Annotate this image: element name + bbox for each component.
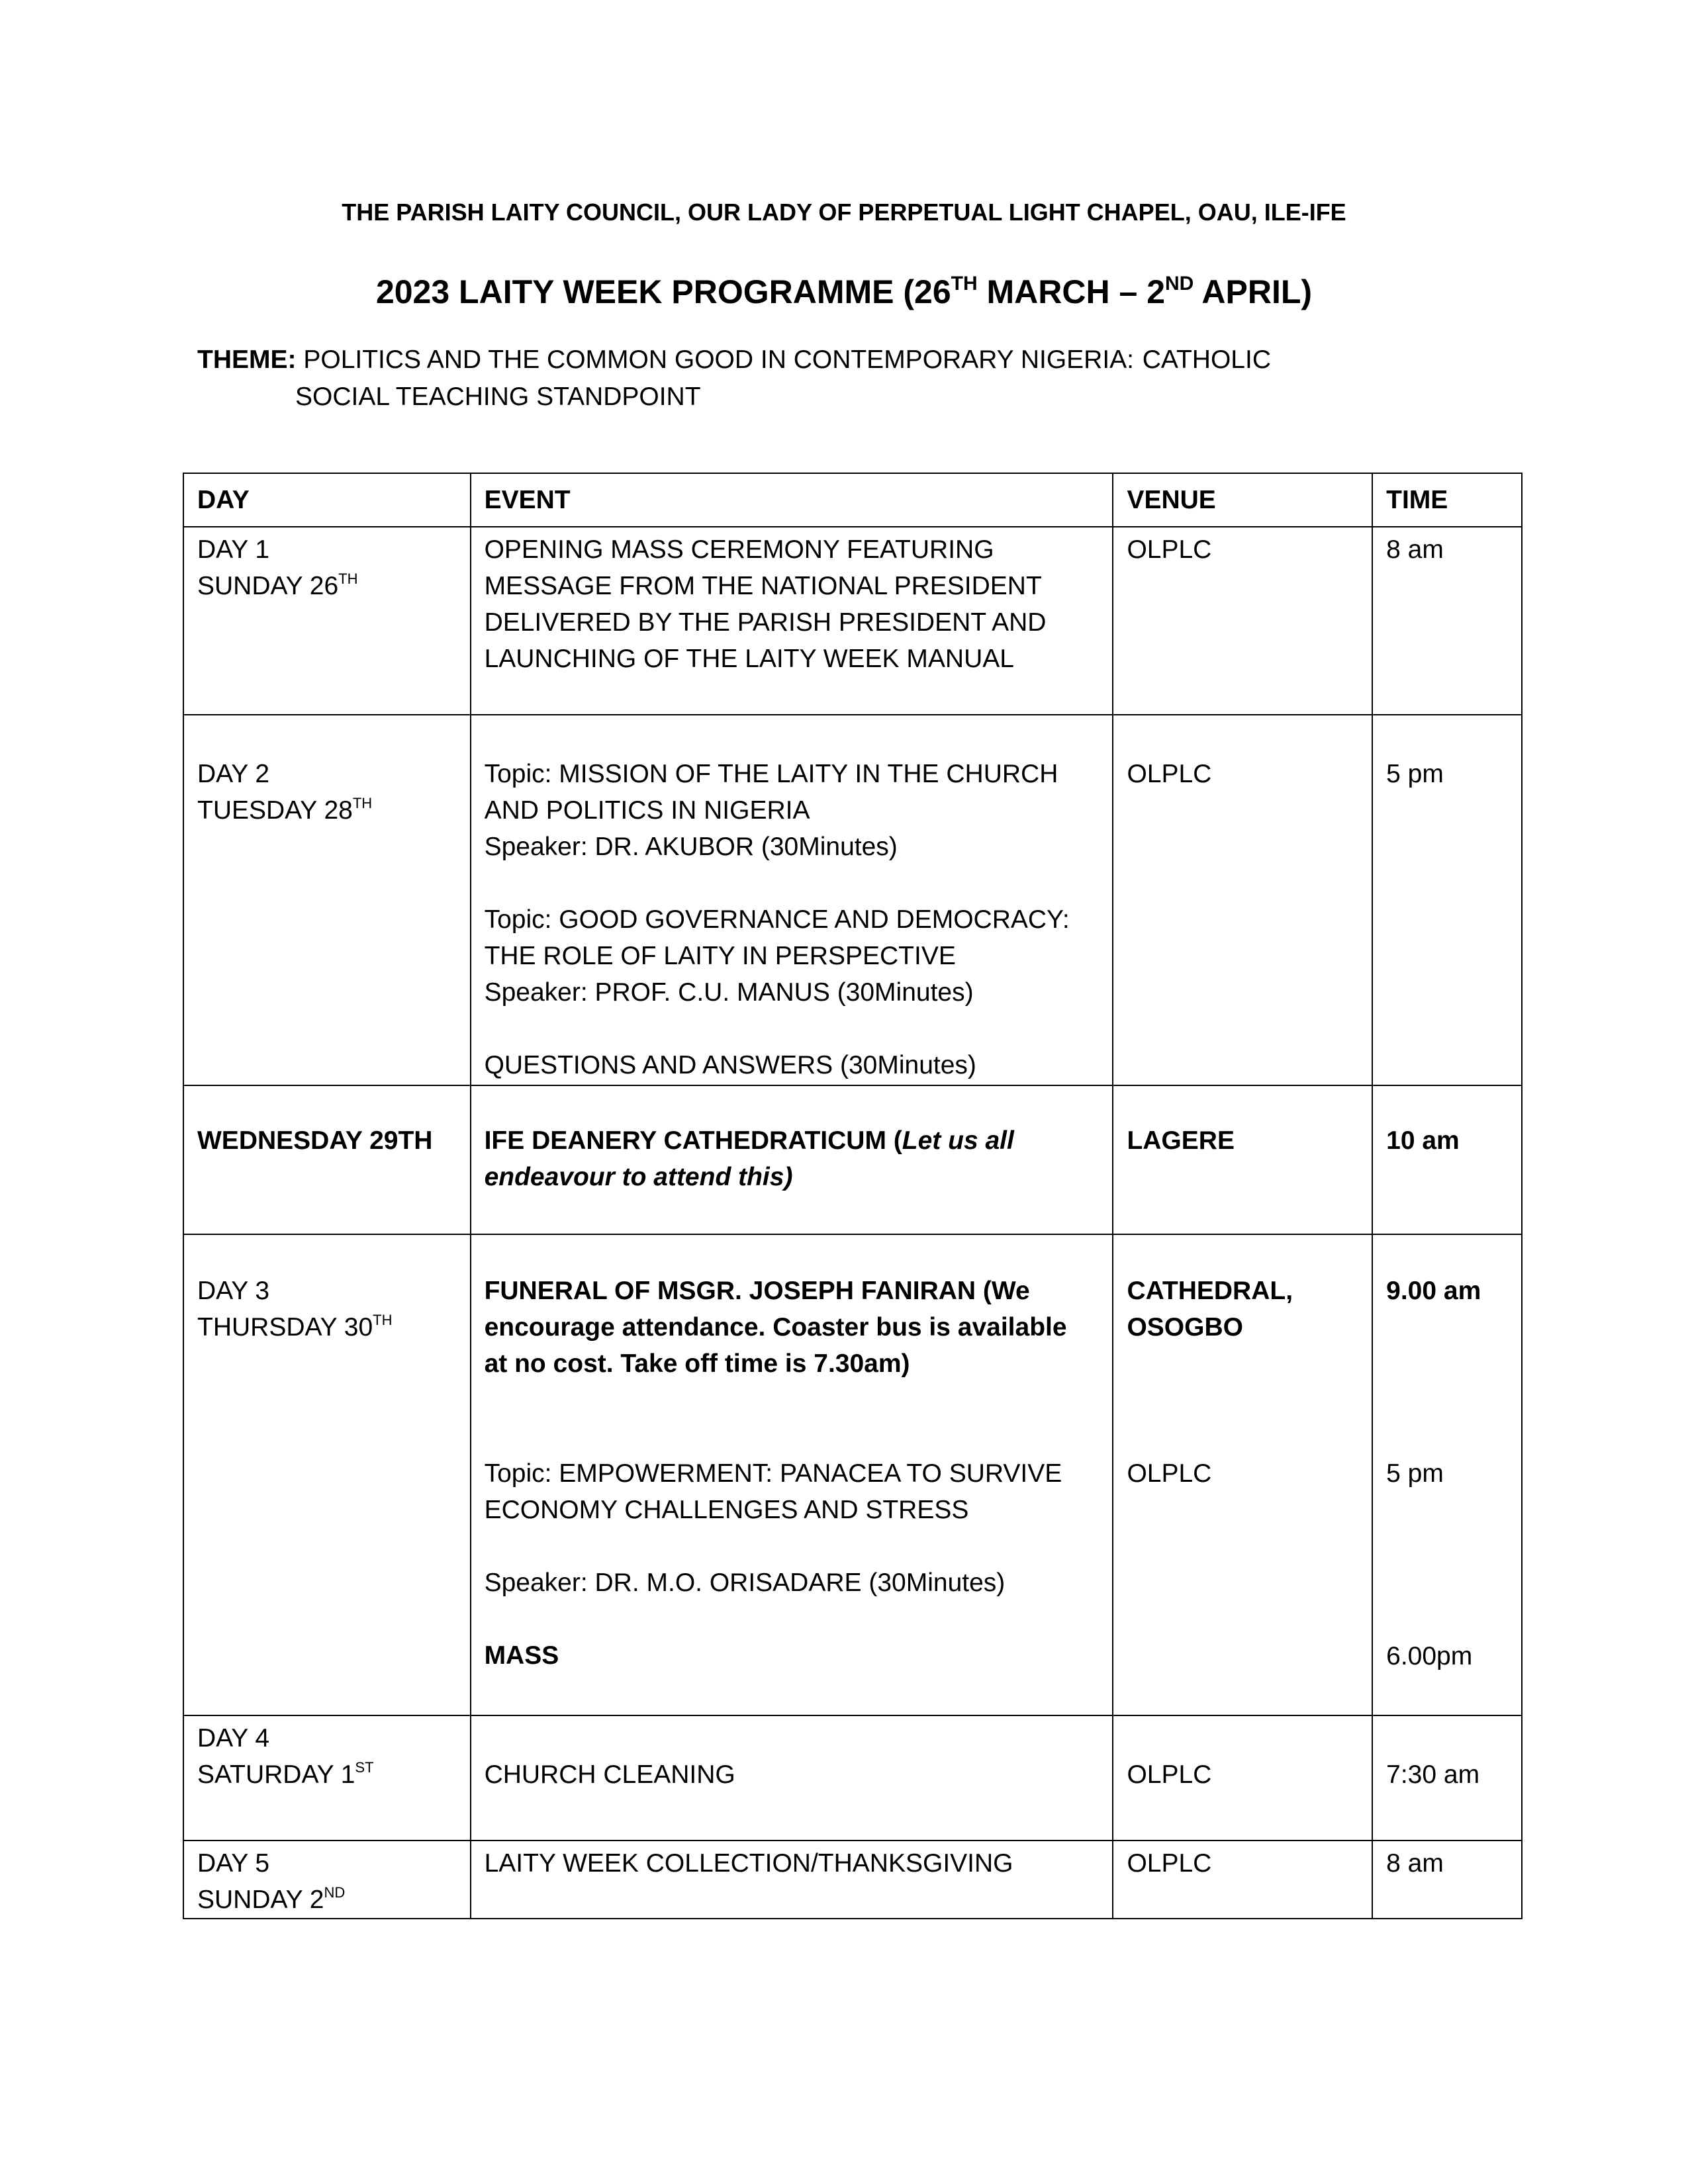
event-line: at no cost. Take off time is 7.30am) [484, 1349, 910, 1378]
event-line: FUNERAL OF MSGR. JOSEPH FANIRAN (We [484, 1277, 1030, 1305]
day-label: DAY 4 [197, 1724, 270, 1752]
table-row [183, 1841, 1522, 1919]
event-line: THE ROLE OF LAITY IN PERSPECTIVE [484, 942, 956, 970]
theme-line-2: SOCIAL TEACHING STANDPOINT [295, 383, 701, 411]
event-line: Speaker: PROF. C.U. MANUS (30Minutes) [484, 978, 974, 1007]
day-label: DAY 5 [197, 1849, 270, 1878]
theme-line-1-end: CATHOLIC [1142, 345, 1271, 374]
title-prefix: 2023 LAITY WEEK PROGRAMME (26 [375, 273, 951, 310]
table-row [183, 1085, 1522, 1234]
venue-line: CATHEDRAL, [1127, 1277, 1293, 1305]
event-cell [471, 1085, 1113, 1234]
time-cell [1372, 1234, 1522, 1715]
time-cell: 8 am [1372, 527, 1522, 715]
header-event: EVENT [471, 473, 1113, 527]
time-cell: 10 am [1372, 1085, 1522, 1234]
time-line: 6.00pm [1386, 1642, 1473, 1670]
event-line: OPENING MASS CEREMONY FEATURING [484, 535, 994, 564]
event-cell: CHURCH CLEANING [471, 1715, 1113, 1841]
event-line: AND POLITICS IN NIGERIA [484, 796, 810, 825]
table-row [183, 527, 1522, 715]
venue-cell: OLPLC [1113, 1715, 1372, 1841]
title-middle: MARCH – 2 [977, 273, 1166, 310]
table-row [183, 1715, 1522, 1841]
event-line: DELIVERED BY THE PARISH PRESIDENT AND [484, 608, 1047, 637]
weekday-label: SUNDAY 2ND [197, 1884, 346, 1914]
header-day: DAY [183, 473, 471, 527]
title-suffix: APRIL) [1194, 273, 1313, 310]
event-line: LAUNCHING OF THE LAITY WEEK MANUAL [484, 645, 1014, 673]
header-venue: VENUE [1113, 473, 1372, 527]
time-cell: 7:30 am [1372, 1715, 1522, 1841]
weekday-label: TUESDAY 28TH [197, 795, 373, 825]
theme-line-1: POLITICS AND THE COMMON GOOD IN CONTEMPORARY NIGERIA: [303, 345, 1135, 374]
time-cell: 8 am [1372, 1841, 1522, 1919]
programme-title [0, 273, 1688, 311]
event-line: Speaker: DR. AKUBOR (30Minutes) [484, 833, 898, 861]
time-line: 9.00 am [1386, 1277, 1481, 1305]
event-line: MASS [484, 1641, 559, 1670]
event-line: Speaker: DR. M.O. ORISADARE (30Minutes) [484, 1569, 1006, 1597]
event-line: Topic: MISSION OF THE LAITY IN THE CHURCH [484, 760, 1058, 788]
table-header-row [183, 473, 1522, 527]
header-time: TIME [1372, 473, 1522, 527]
day-cell [183, 527, 471, 715]
weekday-label: THURSDAY 30TH [197, 1312, 393, 1342]
title-superscript-2: ND [1165, 273, 1194, 295]
table-row [183, 1234, 1522, 1715]
venue-cell [1113, 1234, 1372, 1715]
day-label: DAY 1 [197, 535, 270, 564]
event-line: QUESTIONS AND ANSWERS (30Minutes) [484, 1051, 976, 1079]
venue-cell: LAGERE [1113, 1085, 1372, 1234]
day-cell [183, 715, 471, 1085]
time-cell: 5 pm [1372, 715, 1522, 1085]
day-cell [183, 1234, 471, 1715]
event-cell [471, 715, 1113, 1085]
title-superscript-1: TH [951, 273, 978, 295]
theme-block [197, 341, 1415, 416]
venue-cell: OLPLC [1113, 715, 1372, 1085]
event-bold-text: IFE DEANERY CATHEDRATICUM ( [484, 1126, 902, 1155]
venue-line: OLPLC [1127, 1459, 1212, 1488]
event-cell [471, 1234, 1113, 1715]
event-line: MESSAGE FROM THE NATIONAL PRESIDENT [484, 572, 1042, 600]
event-line: ECONOMY CHALLENGES AND STRESS [484, 1496, 969, 1524]
event-line: Topic: GOOD GOVERNANCE AND DEMOCRACY: [484, 905, 1070, 934]
table-row [183, 715, 1522, 1085]
event-line: Topic: EMPOWERMENT: PANACEA TO SURVIVE [484, 1459, 1062, 1488]
venue-line: OSOGBO [1127, 1313, 1243, 1342]
weekday-label: SATURDAY 1ST [197, 1759, 374, 1789]
day-cell: WEDNESDAY 29TH [183, 1085, 471, 1234]
event-italic-text: endeavour to attend this) [484, 1163, 793, 1191]
weekday-label: SUNDAY 26TH [197, 570, 358, 600]
event-line: encourage attendance. Coaster bus is available [484, 1313, 1067, 1342]
event-cell: LAITY WEEK COLLECTION/THANKSGIVING [471, 1841, 1113, 1919]
council-heading: THE PARISH LAITY COUNCIL, OUR LADY OF PERPETUAL LIGHT CHAPEL, OAU, ILE-IFE [342, 199, 1346, 226]
venue-cell: OLPLC [1113, 1841, 1372, 1919]
day-label: DAY 3 [197, 1277, 270, 1305]
day-label: DAY 2 [197, 760, 270, 788]
event-cell [471, 527, 1113, 715]
theme-label: THEME: [197, 345, 297, 374]
event-italic-text: Let us all [902, 1126, 1014, 1155]
programme-table [183, 473, 1523, 1919]
time-line: 5 pm [1386, 1459, 1444, 1488]
venue-cell: OLPLC [1113, 527, 1372, 715]
day-cell [183, 1841, 471, 1919]
day-cell [183, 1715, 471, 1841]
